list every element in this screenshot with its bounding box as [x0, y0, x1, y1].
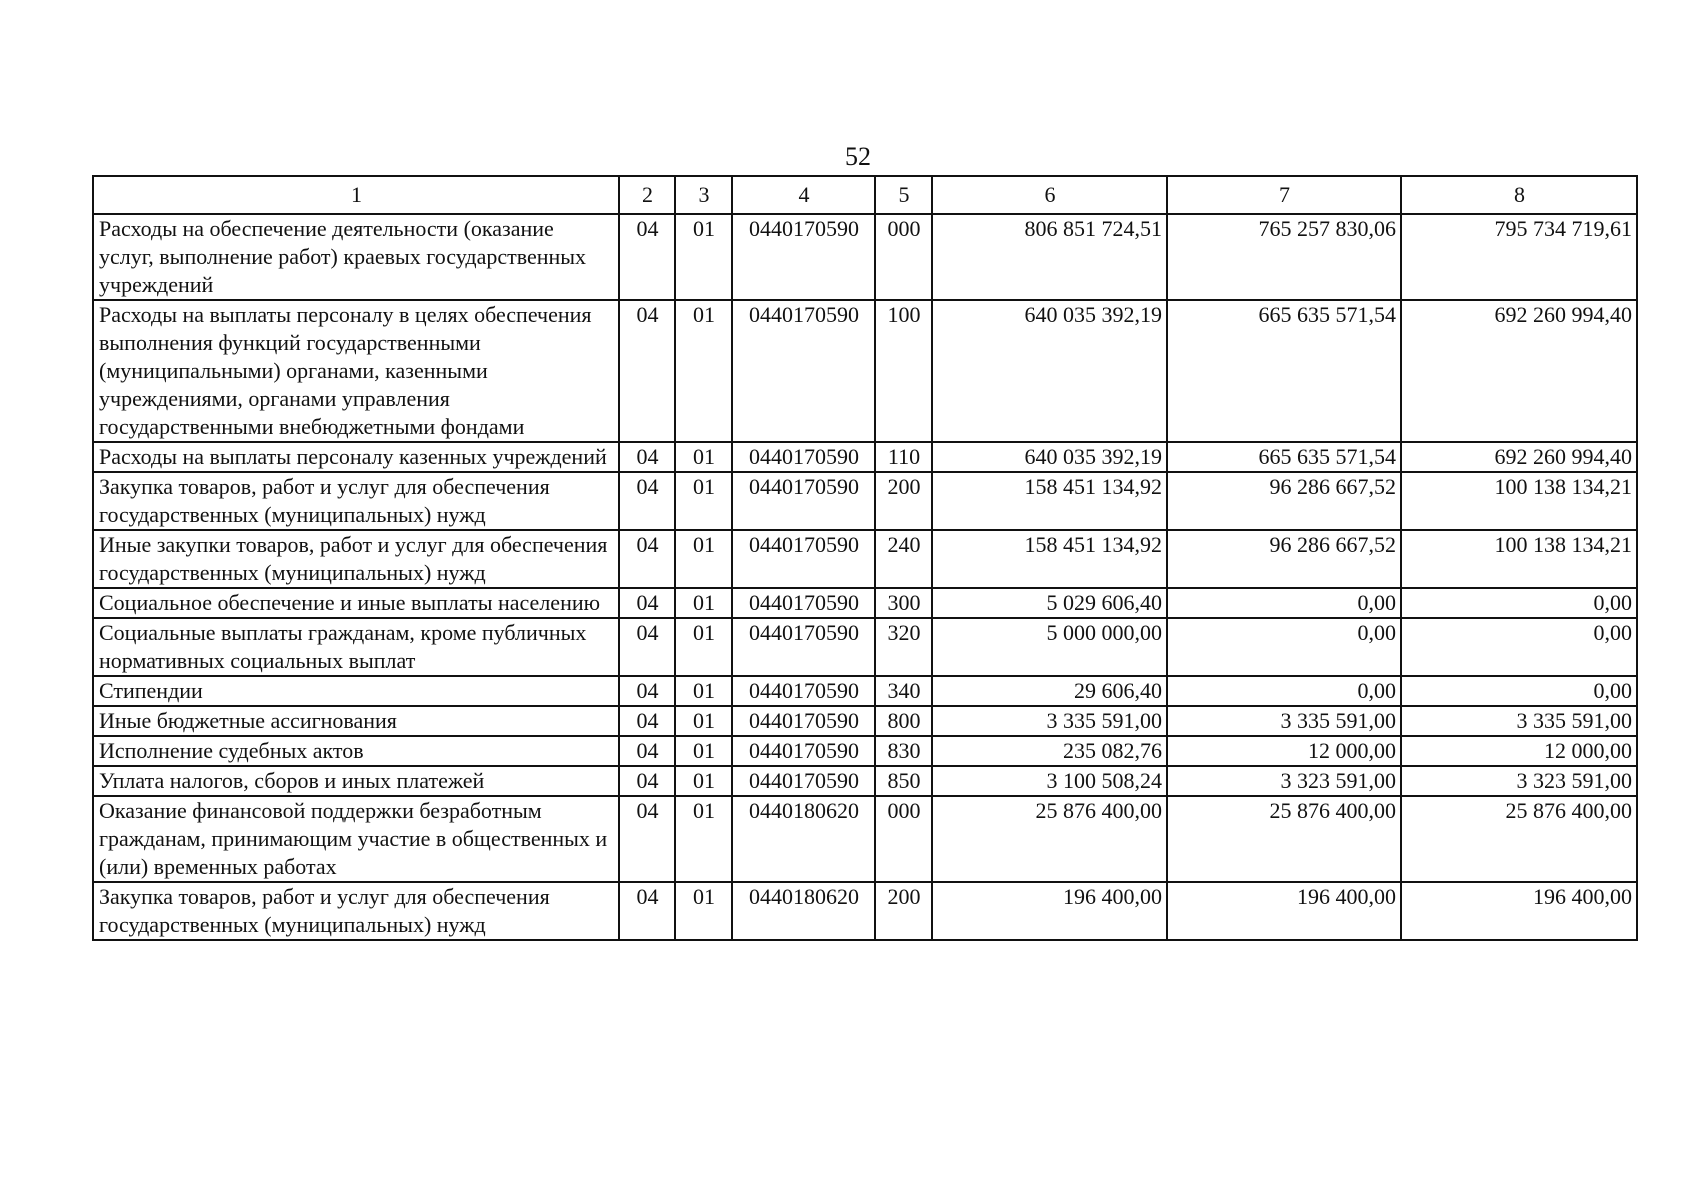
subsection-code-cell: 01: [675, 588, 732, 618]
table-row: [93, 300, 1637, 442]
amount-col6-cell: 5 000 000,00: [932, 618, 1167, 676]
section-code-cell: 04: [619, 706, 675, 736]
table-row: [93, 588, 1637, 618]
expense-type-cell: 340: [875, 676, 932, 706]
expense-name-cell: Иные закупки товаров, работ и услуг для обеспечения государственных (муниципальных) нужд: [93, 530, 619, 588]
target-article-cell: 0440180620: [732, 796, 875, 882]
amount-col7-cell: 3 323 591,00: [1167, 766, 1401, 796]
amount-col6-cell: 3 100 508,24: [932, 766, 1167, 796]
amount-col7-cell: 25 876 400,00: [1167, 796, 1401, 882]
column-header-5: 5: [875, 176, 932, 214]
section-code-cell: 04: [619, 442, 675, 472]
table-row: [93, 530, 1637, 588]
expense-type-cell: 200: [875, 472, 932, 530]
expense-name-cell: Исполнение судебных актов: [93, 736, 619, 766]
amount-col7-cell: 665 635 571,54: [1167, 442, 1401, 472]
expense-name-cell: Уплата налогов, сборов и иных платежей: [93, 766, 619, 796]
expense-type-cell: 320: [875, 618, 932, 676]
expense-type-cell: 200: [875, 882, 932, 940]
expense-type-cell: 000: [875, 796, 932, 882]
expense-name-cell: Расходы на выплаты персоналу в целях обеспечения выполнения функций государственными (муниципальными) органами, казенными учреждениями, органами управления государственными внебюджетными фондами: [93, 300, 619, 442]
amount-col8-cell: 100 138 134,21: [1401, 530, 1637, 588]
amount-col8-cell: 0,00: [1401, 618, 1637, 676]
subsection-code-cell: 01: [675, 618, 732, 676]
amount-col7-cell: 765 257 830,06: [1167, 214, 1401, 300]
subsection-code-cell: 01: [675, 442, 732, 472]
expense-type-cell: 100: [875, 300, 932, 442]
expense-name-cell: Расходы на выплаты персоналу казенных учреждений: [93, 442, 619, 472]
expense-name-cell: Социальные выплаты гражданам, кроме публичных нормативных социальных выплат: [93, 618, 619, 676]
expense-type-cell: 850: [875, 766, 932, 796]
amount-col7-cell: 665 635 571,54: [1167, 300, 1401, 442]
expense-name-cell: Стипендии: [93, 676, 619, 706]
subsection-code-cell: 01: [675, 796, 732, 882]
expense-type-cell: 300: [875, 588, 932, 618]
amount-col7-cell: 0,00: [1167, 588, 1401, 618]
expense-name-cell: Оказание финансовой поддержки безработным гражданам, принимающим участие в общественных и (или) временных работах: [93, 796, 619, 882]
amount-col7-cell: 3 335 591,00: [1167, 706, 1401, 736]
budget-table: [92, 175, 1638, 941]
amount-col7-cell: 0,00: [1167, 676, 1401, 706]
table-row: [93, 442, 1637, 472]
target-article-cell: 0440170590: [732, 676, 875, 706]
subsection-code-cell: 01: [675, 882, 732, 940]
header-row: [93, 176, 1637, 214]
expense-type-cell: 830: [875, 736, 932, 766]
amount-col7-cell: 0,00: [1167, 618, 1401, 676]
table-row: [93, 618, 1637, 676]
column-header-1: 1: [93, 176, 619, 214]
amount-col8-cell: 692 260 994,40: [1401, 442, 1637, 472]
expense-type-cell: 110: [875, 442, 932, 472]
subsection-code-cell: 01: [675, 214, 732, 300]
target-article-cell: 0440180620: [732, 882, 875, 940]
target-article-cell: 0440170590: [732, 766, 875, 796]
amount-col6-cell: 25 876 400,00: [932, 796, 1167, 882]
amount-col6-cell: 5 029 606,40: [932, 588, 1167, 618]
table-body: [93, 214, 1637, 940]
expense-type-cell: 800: [875, 706, 932, 736]
expense-name-cell: Расходы на обеспечение деятельности (оказание услуг, выполнение работ) краевых государственных учреждений: [93, 214, 619, 300]
target-article-cell: 0440170590: [732, 300, 875, 442]
amount-col8-cell: 3 323 591,00: [1401, 766, 1637, 796]
section-code-cell: 04: [619, 766, 675, 796]
subsection-code-cell: 01: [675, 766, 732, 796]
expense-name-cell: Социальное обеспечение и иные выплаты населению: [93, 588, 619, 618]
subsection-code-cell: 01: [675, 472, 732, 530]
section-code-cell: 04: [619, 796, 675, 882]
amount-col6-cell: 806 851 724,51: [932, 214, 1167, 300]
amount-col6-cell: 640 035 392,19: [932, 442, 1167, 472]
expense-name-cell: Иные бюджетные ассигнования: [93, 706, 619, 736]
subsection-code-cell: 01: [675, 300, 732, 442]
amount-col6-cell: 196 400,00: [932, 882, 1167, 940]
expense-type-cell: 240: [875, 530, 932, 588]
column-header-2: 2: [619, 176, 675, 214]
target-article-cell: 0440170590: [732, 588, 875, 618]
table-row: [93, 766, 1637, 796]
table-row: [93, 796, 1637, 882]
target-article-cell: 0440170590: [732, 736, 875, 766]
amount-col6-cell: 158 451 134,92: [932, 472, 1167, 530]
section-code-cell: 04: [619, 676, 675, 706]
amount-col7-cell: 196 400,00: [1167, 882, 1401, 940]
amount-col7-cell: 12 000,00: [1167, 736, 1401, 766]
expense-type-cell: 000: [875, 214, 932, 300]
amount-col6-cell: 235 082,76: [932, 736, 1167, 766]
table-row: [93, 472, 1637, 530]
section-code-cell: 04: [619, 214, 675, 300]
subsection-code-cell: 01: [675, 736, 732, 766]
section-code-cell: 04: [619, 736, 675, 766]
amount-col8-cell: 692 260 994,40: [1401, 300, 1637, 442]
subsection-code-cell: 01: [675, 530, 732, 588]
amount-col8-cell: 12 000,00: [1401, 736, 1637, 766]
table-row: [93, 676, 1637, 706]
table-row: [93, 736, 1637, 766]
amount-col6-cell: 158 451 134,92: [932, 530, 1167, 588]
column-header-6: 6: [932, 176, 1167, 214]
column-header-8: 8: [1401, 176, 1637, 214]
table-row: [93, 214, 1637, 300]
target-article-cell: 0440170590: [732, 530, 875, 588]
section-code-cell: 04: [619, 300, 675, 442]
amount-col8-cell: 100 138 134,21: [1401, 472, 1637, 530]
section-code-cell: 04: [619, 588, 675, 618]
column-header-3: 3: [675, 176, 732, 214]
subsection-code-cell: 01: [675, 676, 732, 706]
subsection-code-cell: 01: [675, 706, 732, 736]
page-number: 52: [845, 142, 871, 171]
target-article-cell: 0440170590: [732, 214, 875, 300]
amount-col8-cell: 0,00: [1401, 676, 1637, 706]
table-row: [93, 706, 1637, 736]
column-header-4: 4: [732, 176, 875, 214]
amount-col8-cell: 196 400,00: [1401, 882, 1637, 940]
target-article-cell: 0440170590: [732, 618, 875, 676]
amount-col7-cell: 96 286 667,52: [1167, 530, 1401, 588]
amount-col8-cell: 0,00: [1401, 588, 1637, 618]
expense-name-cell: Закупка товаров, работ и услуг для обеспечения государственных (муниципальных) нужд: [93, 472, 619, 530]
column-header-7: 7: [1167, 176, 1401, 214]
amount-col8-cell: 25 876 400,00: [1401, 796, 1637, 882]
section-code-cell: 04: [619, 882, 675, 940]
amount-col6-cell: 640 035 392,19: [932, 300, 1167, 442]
amount-col6-cell: 29 606,40: [932, 676, 1167, 706]
section-code-cell: 04: [619, 530, 675, 588]
table-row: [93, 882, 1637, 940]
target-article-cell: 0440170590: [732, 442, 875, 472]
amount-col8-cell: 3 335 591,00: [1401, 706, 1637, 736]
target-article-cell: 0440170590: [732, 706, 875, 736]
amount-col7-cell: 96 286 667,52: [1167, 472, 1401, 530]
amount-col6-cell: 3 335 591,00: [932, 706, 1167, 736]
target-article-cell: 0440170590: [732, 472, 875, 530]
expense-name-cell: Закупка товаров, работ и услуг для обеспечения государственных (муниципальных) нужд: [93, 882, 619, 940]
section-code-cell: 04: [619, 618, 675, 676]
section-code-cell: 04: [619, 472, 675, 530]
amount-col8-cell: 795 734 719,61: [1401, 214, 1637, 300]
